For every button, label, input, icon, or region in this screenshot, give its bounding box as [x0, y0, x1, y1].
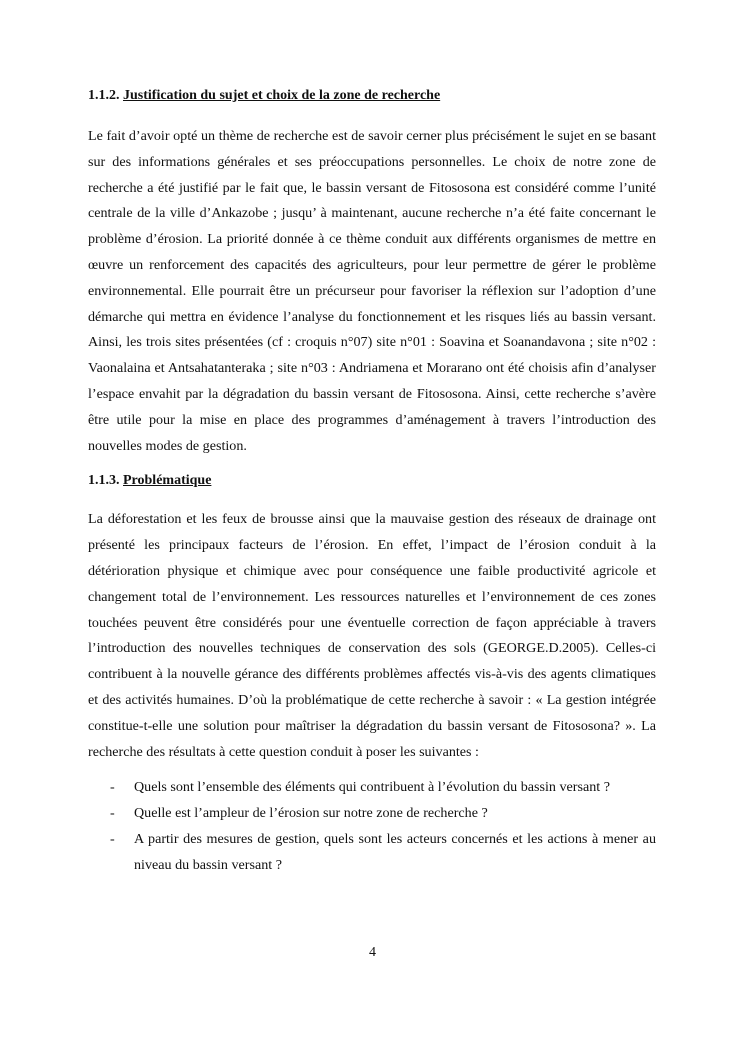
problematique-paragraph: La déforestation et les feux de brousse ainsi que la mauvaise gestion des réseaux de drainage ont présenté les principaux facteurs de l’érosion. En effet, l’impact de l’érosion conduit à la détérioration physique et chimique avec pour conséquence une faible productivité agricole et changement total de l’environnement. Les ressources naturelles et l’environnement de ces zones touchées peuvent être considérés pour une éventuelle correction de façon appréciable à travers l’introduction des nouvelles techniques de conservation des sols (GEORGE.D.2005). Celles-ci contribuent à la nouvelle gérance des différents problèmes affectés vis-à-vis des agents climatiques et des activités humaines. D’où la problématique de cette recherche à savoir : « La gestion intégrée constitue-t-elle une solution pour maîtriser la dégradation du bassin versant de Fitososona? ». La recherche des résultats à cette question conduit à poser les suivantes : — [88, 511, 656, 760]
section-number: 1.1.3. — [88, 473, 120, 489]
section-heading-problematique — [88, 469, 656, 493]
research-questions-list — [88, 775, 656, 878]
justification-paragraph: Le fait d’avoir opté un thème de recherche est de savoir cerner plus précisément le sujet en se basant sur des informations générales et ses préoccupations personnelles. Le choix de notre zone de recherche a été justifié par le fait que, le bassin versant de Fitososona est considéré comme l’unité centrale de la ville d’Ankazobe ; jusqu’ à maintenant, aucune recherche n’a été faite concernant le problème d’érosion. La priorité donnée à ce thème conduit aux différents organismes de mettre en œuvre un renforcement des capacités des agriculteurs, pour leur permettre de gérer le problème environnemental. Elle pourrait être un précurseur pour favoriser la réflexion sur l’adoption d’une démarche qui mettra en évidence l’analyse du fonctionnement et les risques liés au bassin versant. Ainsi, les trois sites présentées (cf : croquis n°07) site n°01 : Soavina et Soanandavona ; site n°02 : Vaonalaina et Antsahatanteraka ; site n°03 : Andriamena et Morarano ont été choisis afin d’analyser l’espace envahit par la dégradation du bassin versant de Fitososona. Ainsi, cette recherche s’avère être utile pour la mise en place des programmes d’aménagement à travers l’introduction des nouvelles modes de gestion. — [88, 128, 656, 454]
section-title-text: Justification du sujet et choix de la zone de recherche — [123, 88, 441, 103]
list-item — [88, 827, 656, 879]
list-item — [88, 801, 656, 827]
list-item-text: A partir des mesures de gestion, quels sont les acteurs concernés et les actions à mener au niveau du bassin versant ? — [134, 830, 656, 873]
bullet-dash: - — [110, 779, 115, 796]
document-page — [88, 84, 656, 879]
list-item-text: Quels sont l’ensemble des éléments qui contribuent à l’évolution du bassin versant ? — [134, 779, 610, 796]
page-number: 4 — [369, 945, 376, 960]
section-heading-justification — [88, 84, 656, 108]
bullet-dash: - — [110, 830, 115, 847]
list-item — [88, 775, 656, 801]
section-number: 1.1.2. — [88, 88, 120, 103]
bullet-dash: - — [110, 805, 115, 822]
list-item-text: Quelle est l’ampleur de l’érosion sur notre zone de recherche ? — [134, 805, 488, 822]
section-title-text: Problématique — [123, 473, 212, 489]
